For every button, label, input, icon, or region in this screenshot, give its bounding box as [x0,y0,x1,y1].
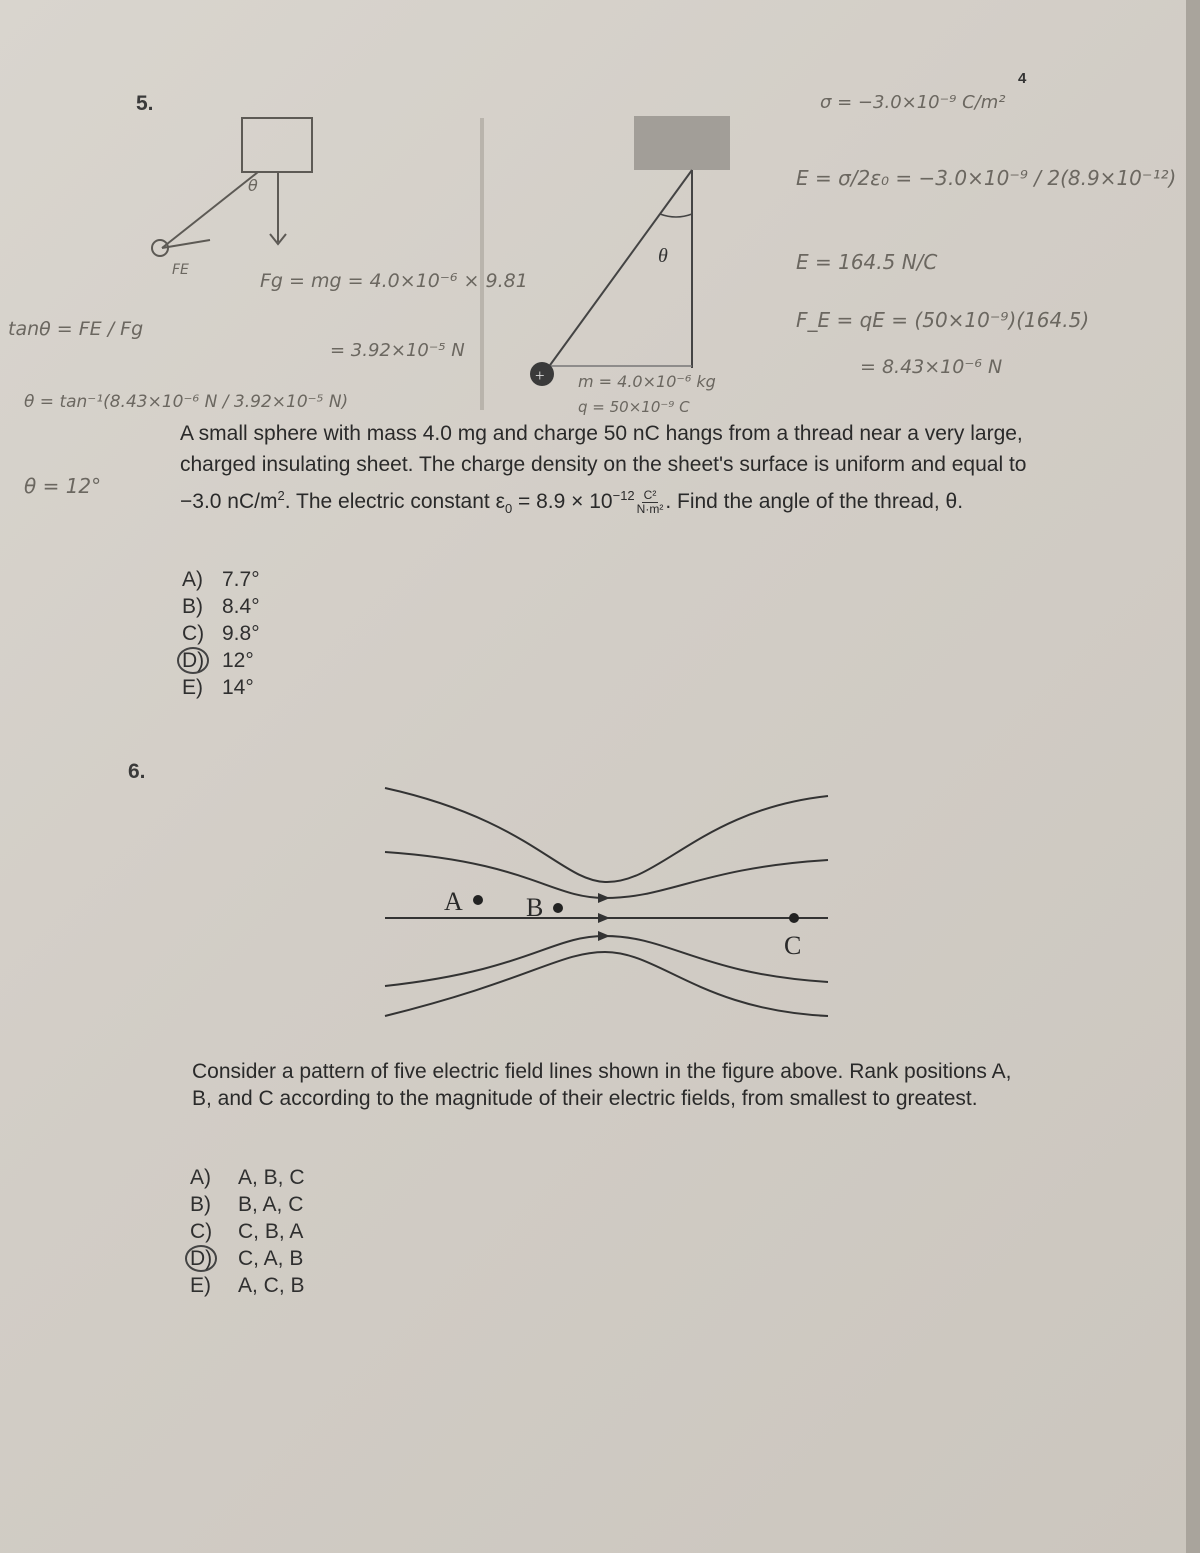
hw-theta-small: θ [248,176,258,195]
choice-value: C, B, A [238,1220,304,1243]
q5-diagram [470,110,730,410]
q6-choice-b[interactable] [190,1191,305,1218]
hw-charge: q = 50×10⁻⁹ C [578,398,690,416]
q5-choice-e[interactable] [182,674,260,701]
question-6-text: Consider a pattern of five electric field lines shown in the figure above. Rank positions A, B, and C according to the magnitude of their electric fields, from smallest to greatest. [192,1060,1012,1110]
ceiling-support [634,116,730,170]
choice-letter: A) [182,568,203,591]
label-b: B [526,893,544,922]
q5-text-sup: 2 [277,488,285,503]
choice-letter: C) [190,1220,213,1243]
label-a: A [444,887,463,916]
choice-letter-circled: D) [185,1245,217,1272]
field-line-4 [385,936,828,986]
q6-choice-e[interactable] [190,1272,305,1299]
choice-value: 12° [222,649,254,672]
hw-fg-value: = 3.92×10⁻⁵ N [330,340,465,361]
label-c: C [784,931,802,960]
q5-text-exp: −12 [612,488,635,503]
q5-choice-c[interactable] [182,620,260,647]
choice-value: 7.7° [222,568,260,591]
field-line-5 [385,952,828,1016]
q5-choice-d[interactable] [182,647,260,674]
page-number: 4 [1018,70,1027,87]
q5-choices [182,566,260,701]
choice-letter: B) [182,595,203,618]
hw-e-value: E = 164.5 N/C [796,250,938,274]
sphere-charge-sign: + [535,366,545,385]
q5-choice-b[interactable] [182,593,260,620]
choice-letter-circled: D) [177,647,209,674]
point-c [789,913,799,923]
q5-text-part1: A small sphere with mass 4.0 mg and charge 50 nC hangs from a thread near a very large, charged insulating sheet. The charge density on the sheet's surface is uniform and equal to −3.0 nC/m [180,422,1027,513]
sketch-thread [162,172,258,248]
point-b [553,903,563,913]
choice-value: A, B, C [238,1166,305,1189]
q6-choice-d[interactable] [190,1245,305,1272]
q5-text-part3: = 8.9 × 10 [512,490,613,513]
q5-fraction [637,489,664,516]
hw-fe-value: = 8.43×10⁻⁶ N [860,356,1003,378]
hw-fg: Fg = mg = 4.0×10⁻⁶ × 9.81 [260,270,528,292]
choice-value: 9.8° [222,622,260,645]
choice-letter: A) [190,1166,211,1189]
hw-tan: tanθ = FE / Fg [8,318,144,340]
choice-value: C, A, B [238,1247,304,1270]
thread [545,170,692,372]
q6-choice-c[interactable] [190,1218,305,1245]
page-edge [1186,0,1200,1553]
choice-value: 14° [222,676,254,699]
hw-fe-label: FE [172,262,189,278]
hw-e-formula: E = σ/2ε₀ = −3.0×10⁻⁹ / 2(8.9×10⁻¹²) [796,166,1177,190]
choice-value: 8.4° [222,595,260,618]
q5-text-part2: . The electric constant ε [284,490,505,513]
q6-choices [190,1164,305,1299]
hw-mass: m = 4.0×10⁻⁶ kg [578,372,716,391]
q5-frac-den: N·m² [636,501,664,516]
question-5-text [180,418,1030,524]
fbd-sketch [140,110,340,270]
arrow-line-2 [598,893,610,903]
choice-letter: E) [190,1274,211,1297]
q5-choice-a[interactable] [182,566,260,593]
choice-letter: C) [182,622,205,645]
hw-fe-formula: F_E = qE = (50×10⁻⁹)(164.5) [796,308,1090,332]
sketch-box [242,118,312,172]
q5-frac-num: C² [643,487,657,502]
question-6-number: 6. [128,760,146,783]
q5-text-part4: . Find the angle of the thread, θ. [665,490,964,513]
arrow-line-3 [598,913,610,923]
angle-arc [660,214,692,217]
theta-label: θ [658,245,668,267]
q5-text-sub: 0 [504,501,513,517]
point-a [473,895,483,905]
arrow-line-4 [598,931,610,941]
choice-value: B, A, C [238,1193,304,1216]
q6-choice-a[interactable] [190,1164,305,1191]
question-5-number: 5. [136,92,154,115]
hw-theta-equation: θ = tan⁻¹(8.43×10⁻⁶ N / 3.92×10⁻⁵ N) [24,392,349,412]
choice-letter: E) [182,676,203,699]
field-lines-diagram [380,780,830,1020]
hw-sigma: σ = −3.0×10⁻⁹ C/m² [820,92,1006,113]
choice-value: A, C, B [238,1274,305,1297]
choice-letter: B) [190,1193,211,1216]
hw-theta-value: θ = 12° [24,474,102,498]
